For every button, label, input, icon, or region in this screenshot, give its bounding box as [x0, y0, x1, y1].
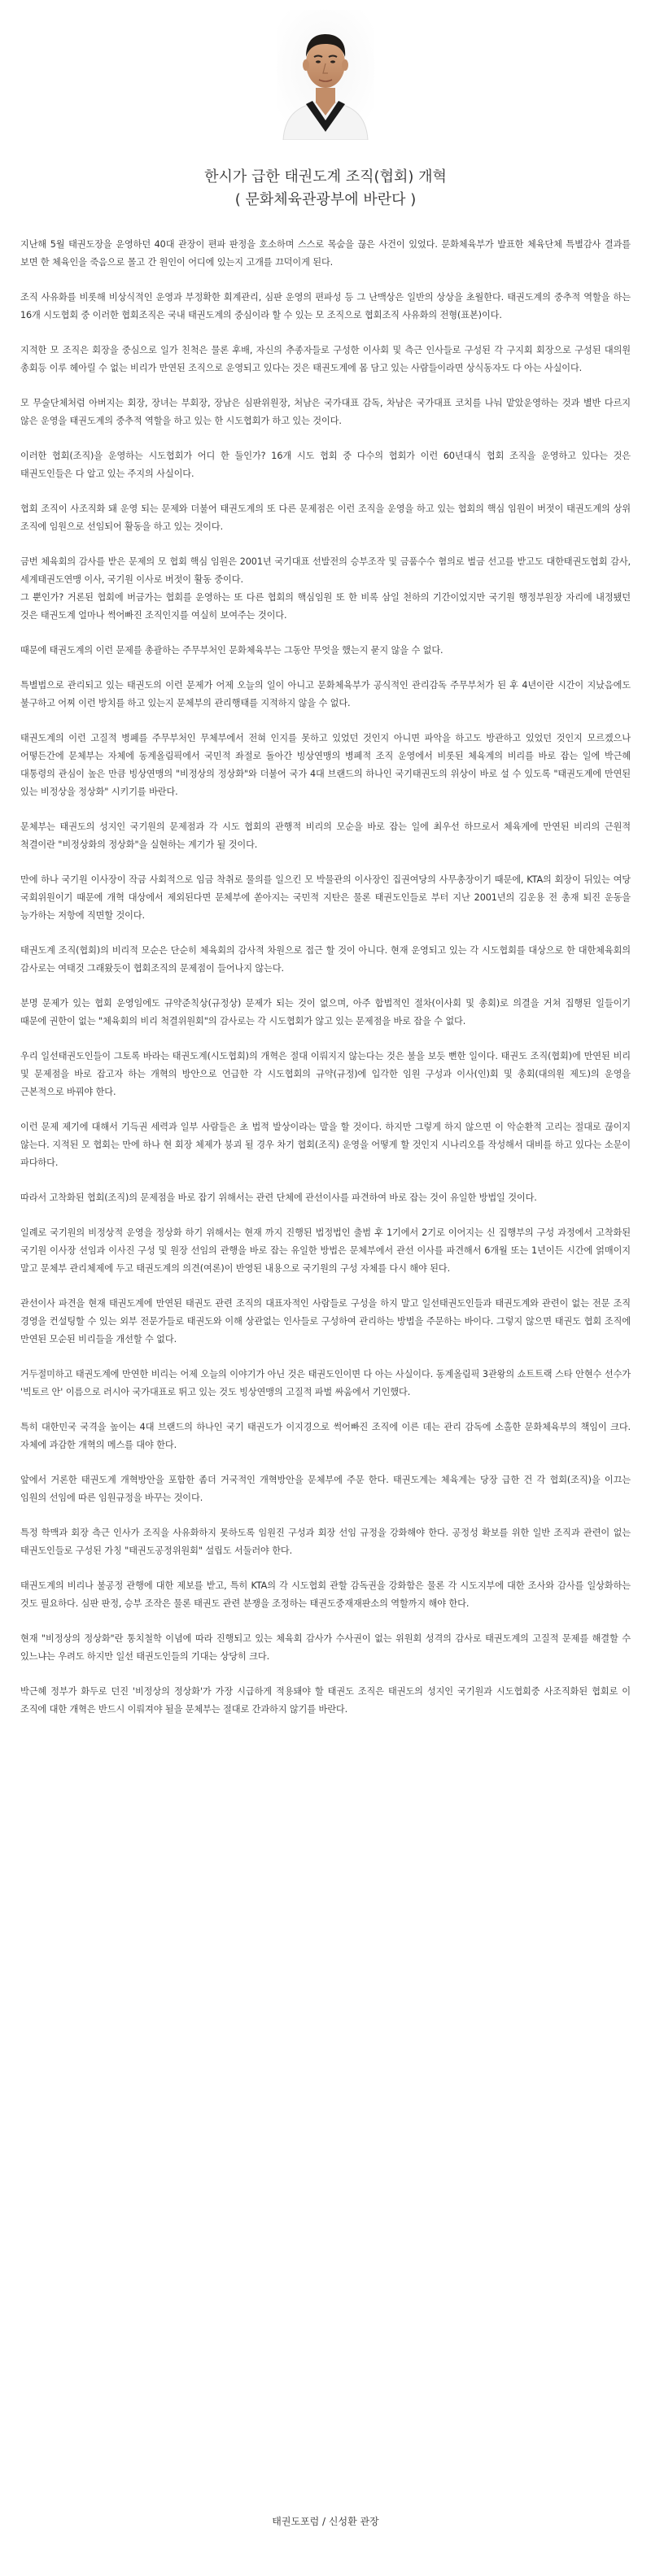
page-title: 한시가 급한 태권도계 조직(협회) 개혁 [204, 168, 447, 185]
article-paragraph: 지적한 모 조직은 회장을 중심으로 일가 친척은 물론 후배, 자신의 추종자들로 구성한 이사회 및 측근 인사들로 구성된 각 구지회 회장으로 구성된 대의원 총회등 이루 헤아릴 수 없는 비리가 만연된 조직으로 운영되고 있다는 것은 태권도계에 몸 담고 있는 사람들이라면 상식동자도 다 아는 사실이다. [20, 345, 631, 373]
article-paragraph: 박근혜 정부가 화두로 던진 '비정상의 정상화'가 가장 시급하게 적용돼야 할 태권도 조직은 태권도의 성지인 국기원과 시도협회중 사조직화된 협회로 이 조직에 대한 개혁은 반드시 이뤄져야 될을 문체부는 절대로 간과하지 않기를 바란다. [20, 1686, 631, 1715]
article-paragraph: 우리 일선태권도인들이 그토록 바라는 태권도계(시도협회)의 개혁은 절대 이뤄지지 않는다는 것은 불을 보듯 뻔한 일이다. 태권도 조직(협회)에 만연된 비리 및 문제점을 바로 잡고자 하는 개혁의 방안으로 언급한 각 시도협회의 규약(규정)에 입각한 임원 구성과 이사(인)회 및 총회(대의원 제도)의 운영을 근본적으로 바꿔야 한다. [20, 1051, 631, 1097]
article-paragraph: 태권도계의 이런 고질적 병폐를 주무부처인 무체부에서 전혀 인지를 못하고 있었던 것인지 아니면 파악을 하고도 방관하고 있었던 것인지 모르겠으나 어떻든간에 문체부는 자체에 동계올림픽에서 국민적 좌절로 돌아간 빙상연맹의 병폐적 조직 운영에서 비롯된 체육계의 비리를 바로 잡는 일에 박근혜 대통령의 관심이 높은 만큼 빙상연맹의 "비정상의 정상화"와 더불어 국가 4대 브랜드의 하나인 국기태권도의 위상이 바로 설 수 있도록 "태권도계에 만연된 있는 비정상을 정상화" 시키기를 바란다. [20, 733, 631, 797]
article-paragraph: 현재 "비정상의 정상화"란 통치철학 이념에 따라 진행되고 있는 체육회 감사가 수사권이 없는 위원회 성격의 감사로 태권도계의 고질적 문제를 해결할 수 있느냐는 우려도 하지만 일선 태권도인들의 기대는 상당히 크다. [20, 1633, 631, 1662]
article-paragraph: 따라서 고착화된 협회(조직)의 문제점을 바로 잡기 위해서는 관련 단체에 관선이사를 파견하여 바로 잡는 것이 유일한 방법일 것이다. [20, 1192, 537, 1203]
article-paragraph: 관선이사 파견을 현재 태권도계에 만연된 태권도 관련 조직의 대표자적인 사람들로 구성을 하지 말고 일선태권도인들과 태권도계와 관련이 없는 전문 조직 경영을 컨설팅할 수 있는 외부 전문가들로 태권도와 이해 상관없는 인사들로 구성하여 관리하는 방법을 주문하는 바이다. 그렇지 않으면 태권도 협회 조직에 만연된 모순된 비리들을 개선할 수 없다. [20, 1298, 631, 1345]
article-paragraph: 지난해 5월 태권도장을 운영하던 40대 관장이 편파 판정을 호소하며 스스로 목숨을 끊은 사건이 있었다. 문화체육부가 발표한 체육단체 특별감사 결과를 보면 한 체육인을 죽음으로 몰고 간 원인이 어디에 있는지 고개를 끄덕이게 된다. [20, 239, 631, 268]
article-paragraph: 태권도계의 비리나 불공정 관행에 대한 제보를 받고, 특히 KTA의 각 시도협회 관할 감독권을 강화함은 물론 각 시도지부에 대한 조사와 감사를 일상화하는 것도 필요하다. 심판 판정, 승부 조작은 물론 태권도 관련 분쟁을 조정하는 태권도중재재판소의 역할까지 해야 한다. [20, 1580, 631, 1609]
article-paragraph: 특정 학맥과 회장 측근 인사가 조직을 사유화하지 못하도록 임원진 구성과 회장 선임 규정을 강화해야 한다. 공정성 확보를 위한 일반 조직과 관련이 없는 태권도인들로 구성된 가칭 "태권도공정위원회" 설립도 서둘러야 한다. [20, 1528, 631, 1556]
article-paragraph: 이러한 협회(조직)을 운영하는 시도협회가 어디 한 둘인가? 16개 시도 협회 중 다수의 협회가 이런 60년대식 협회 조직을 운영하고 있다는 것은 태권도인들은 다 알고 있는 주지의 사실이다. [20, 451, 631, 479]
article-body [20, 236, 631, 1736]
author-signature: 태권도포럼 / 신성환 관장 [272, 2516, 379, 2527]
article-paragraph: 이런 문제 제기에 대해서 기득권 세력과 일부 사람들은 초 법적 발상이라는 말을 할 것이다. 하지만 그렇게 하지 않으면 이 악순환적 고리는 절대로 끊이지 않는다. 지적된 모 협회는 만에 하나 현 회장 체제가 붕괴 될 경우 차기 협회(조직) 운영을 어떻게 할 것인지 시나리오를 작성해서 대비를 하고 있다는 소문이 파다하다. [20, 1122, 631, 1168]
article-paragraph: 금번 체육회의 감사를 받은 문제의 모 협회 핵심 임원은 2001년 국기대표 선발전의 승부조작 및 금품수수 혐의로 벌금 선고를 받고도 대한태권도협회 감사, 세계태권도연맹 이사, 국기원 이사로 버젓이 활동 중이다. 그 뿐인가? 거론된 협회에 버금가는 협회를 운영하는 또 다른 협회의 핵심임원 또 한 비록 삼일 천하의 기간이었지만 국기원 행정부원장 자리에 내정됐던 것은 태권도계 얼마나 썩어빠진 조직인지를 여실히 보여주는 것이다. [20, 556, 631, 621]
article-paragraph: 앞에서 거론한 태권도계 개혁방안을 포함한 좀더 거국적인 개혁방안을 문체부에 주문 한다. 태권도계는 체육계는 당장 급한 건 각 협회(조직)을 이끄는 임원의 선임에 따른 임원규정을 바꾸는 것이다. [20, 1475, 631, 1503]
article-paragraph: 거두절미하고 태권도계에 만연한 비리는 어제 오늘의 이야기가 아닌 것은 태권도인이면 다 아는 사실이다. 동계올림픽 3관왕의 쇼트트랙 스타 안현수 선수가 '빅토르 안' 이름으로 러시아 국가대표로 뛰고 있는 것도 빙상연맹의 고질적 파벌 싸움에서 기인했다. [20, 1369, 631, 1397]
article-paragraph: 분명 문제가 있는 협회 운영임에도 규약준칙상(규정상) 문제가 되는 것이 없으며, 아주 합법적인 절차(이사회 및 총회)로 의결을 거쳐 집행된 일들이기 때문에 권한이 없는 "체육회의 비리 척결위원회"의 감사로는 각 시도협회가 않고 있는 문제점을 바로 잡을 수 없다. [20, 998, 631, 1026]
article-paragraph: 모 무술단체처럼 아버지는 회장, 장녀는 부회장, 장남은 심판위원장, 처남은 국가대표 감독, 차남은 국가대표 코치를 나눠 맡았운영하는 것과 별반 다르지 않은 운영을 태권도계의 중추적 역할을 하고 있는 한 시도협회가 하고 있는 것이다. [20, 398, 631, 426]
article-paragraph: 때문에 태권도계의 이런 문제를 총괄하는 주무부처인 문화체육부는 그동안 무엇을 했는지 묻지 않을 수 없다. [20, 645, 443, 656]
author-portrait [277, 10, 374, 140]
article-paragraph: 특별법으로 관리되고 있는 태권도의 이런 문제가 어제 오늘의 일이 아니고 문화체육부가 공식적인 관리감독 주무부처가 된 후 4년이란 시간이 지났음에도 불구하고 어찌 이런 방치를 하고 있는지 문체부의 관리행태를 지적하지 않을 수 없다. [20, 680, 631, 708]
page-subtitle: ( 문화체육관광부에 바란다 ) [234, 191, 417, 208]
article-paragraph: 협회 조직이 사조직화 돼 운영 되는 문제와 더불어 태권도계의 또 다른 문제점은 이런 조직을 운영을 하고 있는 협회의 핵심 임원이 버젓이 태권도계의 상위 조직에 임원으로 선임되어 활동을 하고 있는 것이다. [20, 503, 631, 532]
author-portrait-icon [277, 10, 374, 140]
title-block [0, 167, 651, 211]
article-paragraph: 조직 사유화를 비롯해 비상식적인 운영과 부정확한 회계관리, 심판 운영의 편파성 등 그 난맥상은 일반의 상상을 초월한다. 태권도계의 중추적 역할을 하는 16개 시도협회 중 이러한 협회조직은 국내 태권도계의 중심이라 할 수 있는 모 조직으로 협회조직 사유화의 전형(표본)이다. [20, 292, 631, 320]
article-paragraph: 문체부는 태권도의 성지인 국기원의 문제점과 각 시도 협회의 관행적 비리의 모순을 바로 잡는 일에 최우선 하므로서 체육계에 만연된 비리의 근원적 척결이란 "비정상화의 정상화"을 실현하는 계기가 될 것이다. [20, 822, 631, 850]
article-paragraph: 일례로 국기원의 비정상적 운영을 정상화 하기 위해서는 현재 까지 진행된 법정법인 출범 후 1기에서 2기로 이어지는 신 집행부의 구성 과정에서 고착화된 국기원 이사장 선임과 이사진 구성 및 원장 선임의 관행을 바로 잡는 유일한 방법은 문체부에서 관선 이사를 파견해서 6개월 또는 1년이든 시간에 얽매이지 말고 문체부 관리체제에 두고 태권도계의 의견(여론)이 반영된 내용으로 국기원의 구성 자체를 다시 해야 된다. [20, 1227, 631, 1274]
article-paragraph: 만에 하나 국기원 이사장이 작금 사회적으로 임금 착취로 물의를 일으킨 모 박물관의 이사장인 집권여당의 사무총장이기 때문에, KTA의 회장이 뒤있는 여당 국회위원이기 때문에 개혁 대상에서 제외된다면 문체부에 쏟아지는 국민적 지탄은 물론 태권도인들로 부터 지난 2001년의 김운용 전 총재 퇴진 운동을 능가하는 저항에 직면할 것이다. [20, 874, 631, 921]
article-paragraph: 태권도계 조직(협회)의 비리적 모순은 단순히 체육회의 감사적 차원으로 접근 할 것이 아니다. 현재 운영되고 있는 각 시도협회를 대상으로 한 대한체육회의 감사로는 여태것 그래왔듯이 협회조직의 문제점이 들어나지 않는다. [20, 945, 631, 974]
article-paragraph: 특히 대한민국 국격을 높이는 4대 브랜드의 하나인 국기 태권도가 이지경으로 썩어빠진 조직에 이른 데는 관리 감독에 소홀한 문화체육부의 책임이 크다. 자체에 과감한 개혁의 메스를 대야 한다. [20, 1422, 631, 1450]
